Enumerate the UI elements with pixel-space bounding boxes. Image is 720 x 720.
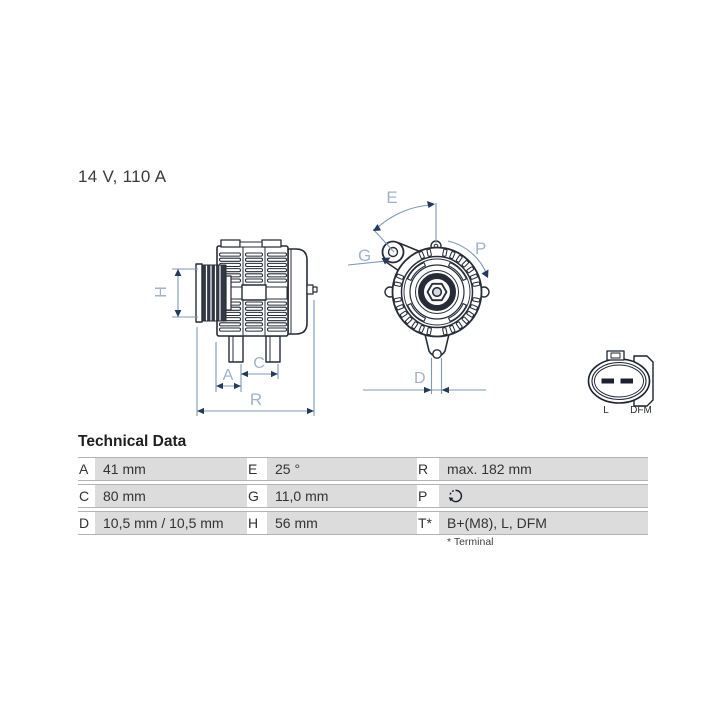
rotation-direction-cell [439, 485, 648, 507]
dim-key: R [417, 458, 439, 480]
table-row [78, 484, 648, 508]
dim-label-g: G [358, 246, 372, 265]
dim-key: G [247, 485, 267, 507]
dim-key: E [247, 458, 267, 480]
dim-key: A [78, 458, 95, 480]
front-view-drawing [383, 241, 490, 358]
dim-label-c: C [253, 355, 265, 372]
pin-slot-dfm [621, 379, 634, 384]
dim-value: 11,0 mm [267, 485, 417, 507]
technical-data-table [78, 457, 648, 538]
dim-value: 41 mm [95, 458, 247, 480]
connector-label-dfm: DFM [630, 405, 652, 416]
dim-key: C [78, 485, 95, 507]
dim-value: 80 mm [95, 485, 247, 507]
dim-key: H [247, 512, 267, 534]
connector-label-l: L [603, 405, 609, 416]
dim-value: max. 182 mm [439, 458, 648, 480]
dim-label-e: E [386, 188, 398, 207]
dim-label-p: P [475, 239, 487, 258]
dim-value: 10,5 mm / 10,5 mm [95, 512, 247, 534]
dim-value: 25 ° [267, 458, 417, 480]
dim-value: 56 mm [267, 512, 417, 534]
table-row [78, 457, 648, 481]
dim-label-d: D [414, 370, 426, 387]
table-heading: Technical Data [78, 433, 187, 450]
terminal-footnote: * Terminal [447, 536, 494, 548]
dim-label-h: H [153, 286, 170, 298]
connector-pinout-drawing [589, 351, 654, 416]
dim-key: T* [417, 512, 439, 534]
dim-label-r: R [249, 390, 263, 409]
dim-key: D [78, 512, 95, 534]
dim-value: B+(M8), L, DFM [439, 512, 648, 534]
dim-key: P [417, 485, 439, 507]
voltage-current-rating: 14 V, 110 A [78, 167, 167, 186]
side-view-drawing [196, 240, 317, 362]
table-row [78, 511, 648, 535]
pin-slot-l [602, 379, 615, 384]
rotation-ccw-icon [447, 488, 465, 504]
dim-label-a: A [222, 367, 234, 384]
